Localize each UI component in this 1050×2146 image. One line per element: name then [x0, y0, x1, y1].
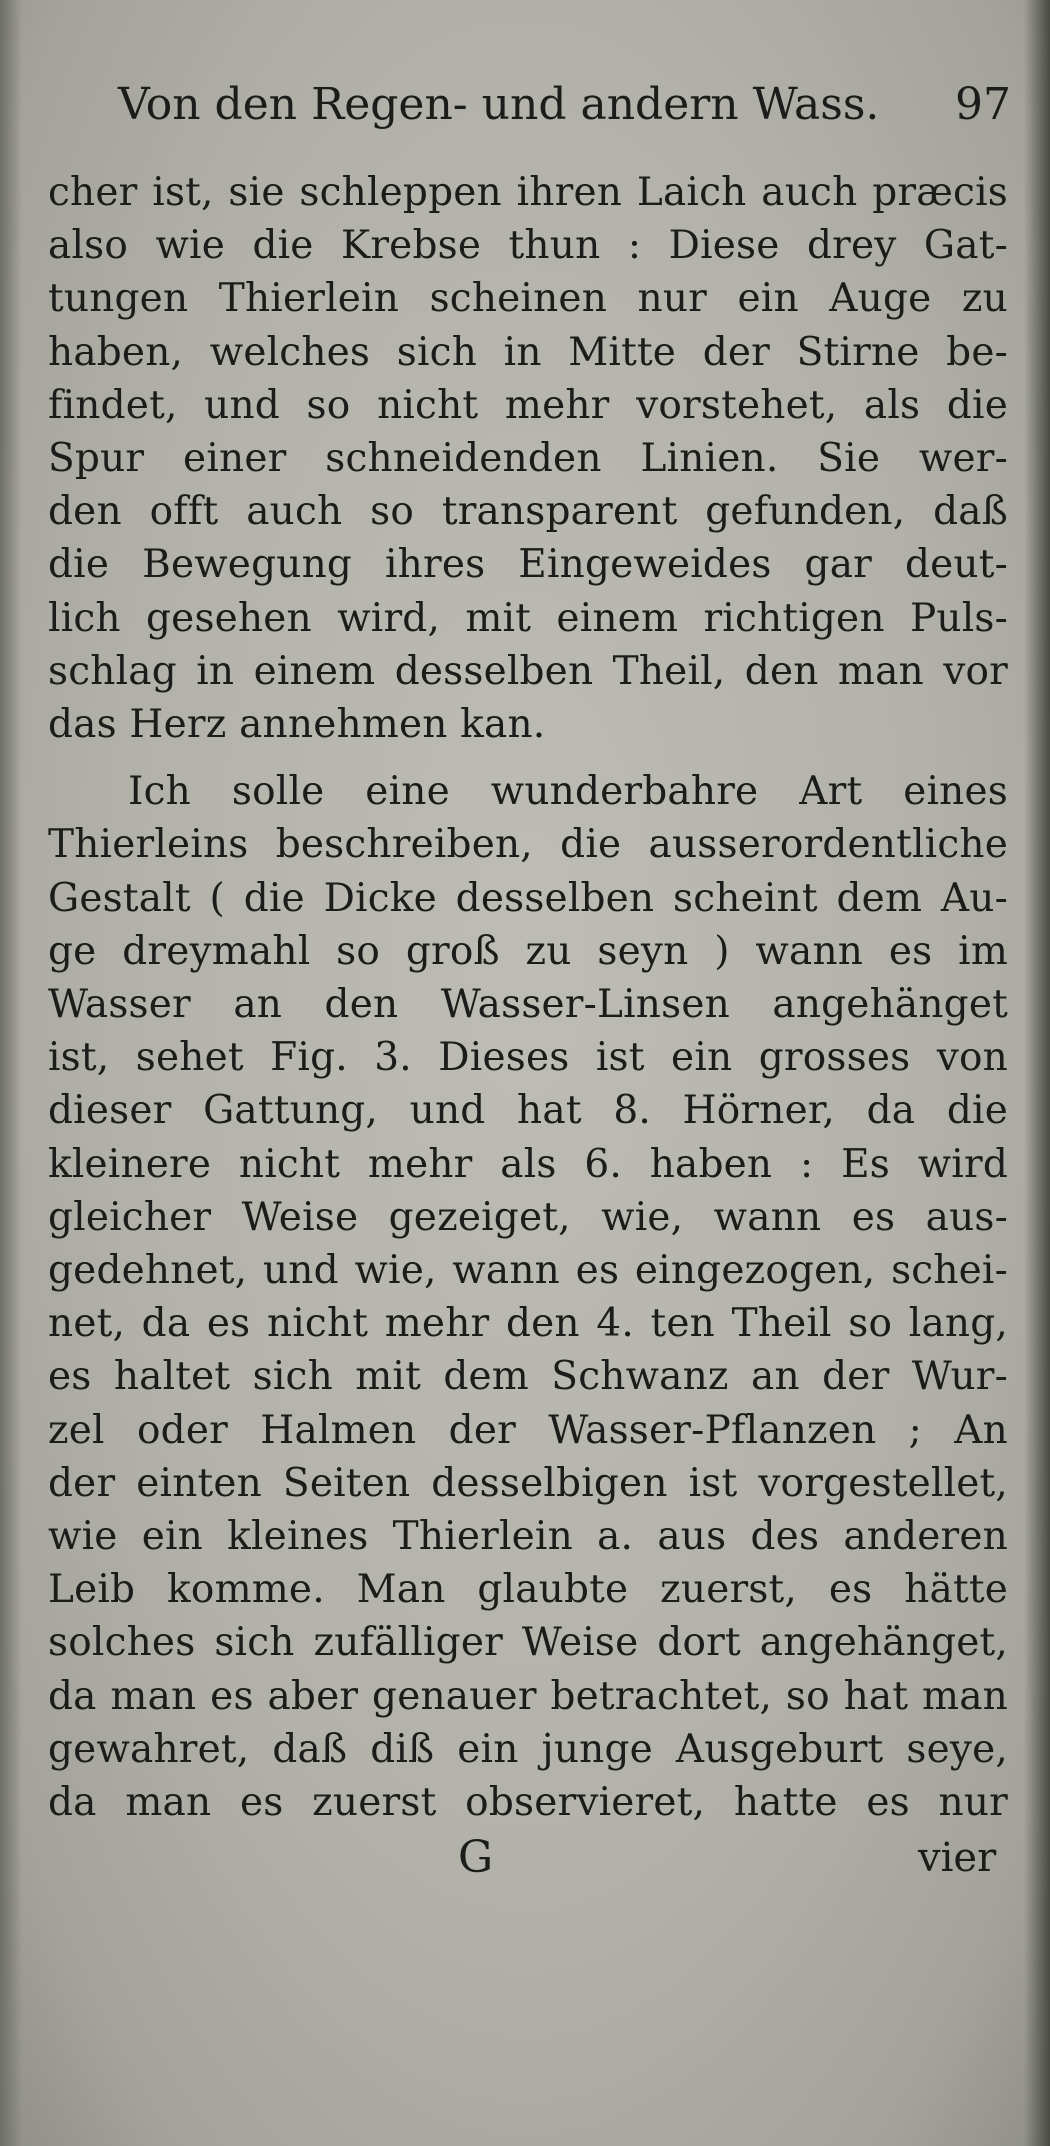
text-line: Ich solle eine wunderbahre Art eines [128, 769, 1008, 815]
text-line: schlag in einem desselben Theil, den man vor [48, 648, 1008, 694]
running-header: Von den Regen- und andern Wass. [118, 79, 880, 130]
text-line: findet, und so nicht mehr vorstehet, als die [48, 382, 1008, 428]
text-line: zel oder Halmen der Wasser-Pflanzen ; An [48, 1407, 1008, 1453]
text-line: solches sich zufälliger Weise dort angehänget, [48, 1620, 1008, 1666]
text-line: Spur einer schneidenden Linien. Sie wer- [48, 436, 1008, 481]
text-line: tungen Thierlein scheinen nur ein Auge zu [48, 276, 1008, 322]
text-line: Wasser an den Wasser-Linsen angehänget [48, 982, 1008, 1027]
text-line: gedehnet, und wie, wann es eingezogen, schei- [48, 1248, 1008, 1293]
text-line: also wie die Krebse thun : Diese drey Gat- [48, 223, 1008, 269]
page-number: 97 [955, 79, 1011, 130]
text-line: kleinere nicht mehr als 6. haben : Es wird [48, 1141, 1008, 1187]
text-line: da man es zuerst observieret, hatte es nur [48, 1780, 1008, 1825]
text-line: lich gesehen wird, mit einem richtigen Puls- [48, 595, 1008, 641]
text-line: ist, sehet Fig. 3. Dieses ist ein grosses von [48, 1035, 1008, 1081]
signature-mark: G [458, 1832, 494, 1884]
text-line: ge dreymahl so groß zu seyn ) wann es im [48, 928, 1008, 974]
text-line: Thierleins beschreiben, die ausserordentliche [48, 822, 1008, 868]
text-line: haben, welches sich in Mitte der Stirne be- [48, 329, 1008, 375]
text-line: es haltet sich mit dem Schwanz an der Wur- [48, 1354, 1008, 1400]
text-line: Gestalt ( die Dicke desselben scheint dem Au- [48, 875, 1008, 921]
text-line: wie ein kleines Thierlein a. aus des anderen [48, 1514, 1008, 1559]
text-line: den offt auch so transparent gefunden, daß [48, 489, 1008, 535]
text-line: gewahret, daß diß ein junge Ausgeburt seye, [48, 1726, 1008, 1772]
text-line: dieser Gattung, und hat 8. Hörner, da die [48, 1088, 1008, 1134]
text-line: Leib komme. Man glaubte zuerst, es hätte [48, 1567, 1008, 1613]
text-line: net, da es nicht mehr den 4. ten Theil so lang, [48, 1301, 1008, 1347]
text-line: gleicher Weise gezeiget, wie, wann es aus- [48, 1194, 1008, 1240]
catchword: vier [918, 1835, 997, 1882]
text-line: da man es aber genauer betrachtet, so hat man [48, 1673, 1008, 1719]
text-line: cher ist, sie schleppen ihren Laich auch præcis [48, 170, 1008, 215]
text-line: der einten Seiten desselbigen ist vorgestellet, [48, 1460, 1008, 1506]
text-line: das Herz annehmen kan. [48, 702, 546, 747]
text-line: die Bewegung ihres Eingeweides gar deut- [48, 542, 1008, 588]
